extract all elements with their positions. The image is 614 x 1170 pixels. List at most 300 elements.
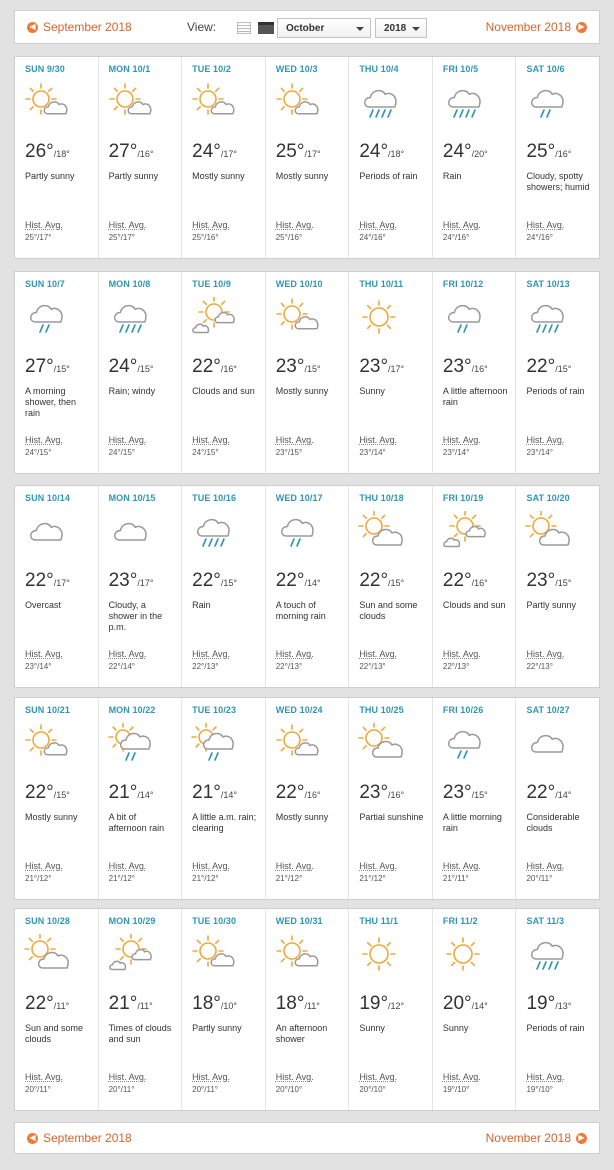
hist-avg-value: 20°/10° (359, 1085, 386, 1094)
day-header: FRI 10/26 (442, 705, 484, 715)
day-cell[interactable] (182, 57, 266, 258)
temperature (109, 570, 154, 592)
temperature (192, 782, 237, 804)
forecast-phrase: A bit of afternoon rain (108, 812, 165, 833)
hist-avg-label[interactable]: Hist. Avg. (192, 649, 231, 659)
forecast-phrase: Partial sunshine (359, 812, 424, 822)
week-row (14, 697, 600, 900)
forecast-phrase: Rain (192, 600, 211, 610)
forecast-phrase: Overcast (25, 600, 62, 610)
hist-avg-value: 20°/11° (192, 1085, 218, 1094)
forecast-phrase: Clouds and sun (192, 386, 255, 396)
low-temp: /11° (304, 1001, 320, 1011)
high-temp: 23° (442, 782, 472, 803)
month-select-value: October (286, 22, 325, 34)
high-temp: 22° (25, 782, 54, 803)
temperature (192, 356, 237, 378)
forecast-phrase: Mostly sunny (275, 386, 329, 396)
day-header: MON 10/22 (108, 705, 156, 715)
hist-avg-value: 23°/15° (275, 448, 303, 457)
temperature (109, 141, 154, 163)
day-cell[interactable] (182, 698, 266, 899)
hist-avg-value: 25°/16° (275, 233, 303, 242)
hist-avg-value: 22°/13° (192, 662, 219, 671)
forecast-phrase: A little afternoon rain (442, 386, 508, 407)
temperature (25, 141, 70, 163)
sunny-icon (441, 934, 489, 974)
hist-avg-value: 24°/15° (108, 448, 135, 457)
sun-shower-icon (190, 723, 238, 763)
day-header: TUE 10/2 (192, 64, 231, 74)
day-header: THU 11/1 (359, 916, 399, 926)
low-temp: /16° (388, 790, 405, 800)
arrow-left-icon: ◀ (27, 1133, 38, 1144)
high-temp: 23° (359, 782, 389, 803)
hist-avg-value: 19°/10° (526, 1085, 553, 1094)
rain-icon (190, 511, 238, 551)
day-cell[interactable] (15, 698, 99, 899)
month-select[interactable] (277, 18, 371, 38)
day-cell[interactable] (182, 486, 266, 687)
low-temp: /10° (220, 1001, 238, 1011)
showers-icon (23, 297, 71, 337)
partly-sunny-icon (107, 82, 155, 122)
day-cell[interactable] (516, 486, 599, 687)
month-nav-bottom (14, 1122, 600, 1154)
low-temp: /20° (471, 149, 488, 159)
low-temp: /14° (304, 578, 321, 588)
day-cell[interactable] (99, 57, 183, 258)
day-header: TUE 10/9 (192, 279, 231, 289)
high-temp: 24° (192, 141, 221, 162)
next-month-label: November 2018 (485, 20, 571, 34)
day-cell[interactable] (182, 909, 266, 1110)
day-cell[interactable] (516, 57, 599, 258)
day-cell[interactable] (433, 909, 517, 1110)
hist-avg-label[interactable]: Hist. Avg. (526, 1072, 565, 1082)
high-temp: 21° (192, 782, 221, 803)
hist-avg-value: 20°/11° (25, 1085, 51, 1094)
high-temp: 21° (108, 782, 138, 803)
day-header: MON 10/29 (108, 916, 156, 926)
mostly-cloudy-icon (357, 511, 405, 551)
low-temp: /14° (471, 1001, 488, 1011)
temperature (526, 141, 571, 163)
week-row (14, 271, 600, 474)
hist-avg-label[interactable]: Hist. Avg. (192, 220, 231, 230)
low-temp: /17° (304, 149, 321, 159)
temperature (192, 570, 237, 592)
day-header: WED 10/24 (275, 705, 323, 715)
hist-avg-value: 20°/11° (108, 1085, 135, 1094)
year-select[interactable] (375, 18, 427, 38)
hist-avg-label[interactable]: Hist. Avg. (275, 1072, 314, 1082)
hist-avg-label[interactable]: Hist. Avg. (108, 861, 147, 871)
forecast-phrase: A morning shower, then rain (25, 386, 77, 418)
temperature (25, 782, 70, 804)
temperature (359, 141, 404, 163)
day-header: WED 10/3 (275, 64, 318, 74)
forecast-phrase: Rain (442, 171, 462, 181)
high-temp: 22° (526, 356, 556, 377)
temperature (276, 782, 321, 804)
day-cell[interactable] (349, 698, 433, 899)
temperature (25, 993, 69, 1015)
day-cell[interactable] (349, 57, 433, 258)
cloudy-icon (23, 511, 71, 551)
day-header: THU 10/4 (359, 64, 399, 74)
hist-avg-label[interactable]: Hist. Avg. (275, 220, 314, 230)
hist-avg-label[interactable]: Hist. Avg. (25, 861, 63, 871)
hist-avg-label[interactable]: Hist. Avg. (442, 649, 481, 659)
temperature (276, 141, 321, 163)
hist-avg-label[interactable]: Hist. Avg. (442, 435, 481, 445)
hist-avg-label[interactable]: Hist. Avg. (108, 220, 147, 230)
hist-avg-label[interactable]: Hist. Avg. (526, 649, 565, 659)
day-header: SAT 10/13 (526, 279, 570, 289)
high-temp: 19° (359, 993, 389, 1014)
day-header: SUN 10/28 (25, 916, 70, 926)
temperature (25, 356, 70, 378)
partly-sunny-icon (23, 82, 71, 122)
hist-avg-label[interactable]: Hist. Avg. (442, 1072, 481, 1082)
hist-avg-label[interactable]: Hist. Avg. (526, 861, 565, 871)
showers-icon (274, 511, 322, 551)
day-header: SUN 10/14 (25, 493, 70, 503)
forecast-phrase: Rain; windy (108, 386, 156, 396)
low-temp: /15° (471, 790, 488, 800)
hist-avg-label[interactable]: Hist. Avg. (442, 861, 481, 871)
forecast-phrase: Mostly sunny (25, 812, 78, 822)
hist-avg-label[interactable]: Hist. Avg. (25, 220, 63, 230)
high-temp: 26° (25, 141, 54, 162)
temperature (276, 993, 320, 1015)
low-temp: /15° (137, 364, 154, 374)
rain-icon (441, 82, 489, 122)
mostly-cloudy-icon (524, 511, 572, 551)
hist-avg-value: 25°/17° (108, 233, 135, 242)
high-temp: 23° (108, 570, 138, 591)
forecast-phrase: A touch of morning rain (275, 600, 326, 621)
forecast-phrase: Periods of rain (526, 386, 585, 396)
high-temp: 23° (359, 356, 389, 377)
day-header: SUN 10/21 (25, 705, 70, 715)
low-temp: /16° (555, 149, 572, 159)
week-row (14, 908, 600, 1111)
chevron-down-icon (356, 27, 364, 31)
temperature (443, 356, 488, 378)
clouds-and-sun-icon (107, 934, 155, 974)
hist-avg-value: 24°/15° (25, 448, 52, 457)
high-temp: 22° (275, 570, 305, 591)
day-header: FRI 10/12 (442, 279, 484, 289)
day-header: FRI 11/2 (442, 916, 478, 926)
rain-icon (524, 934, 572, 974)
next-month-link[interactable] (486, 1123, 587, 1153)
day-header: THU 10/11 (359, 279, 404, 289)
hist-avg-value: 20°/10° (275, 1085, 303, 1094)
hist-avg-value: 22°/13° (359, 662, 386, 671)
low-temp: /15° (555, 364, 572, 374)
low-temp: /12° (388, 1001, 405, 1011)
day-cell[interactable] (99, 698, 183, 899)
low-temp: /18° (388, 149, 405, 159)
showers-icon (441, 723, 489, 763)
hist-avg-value: 24°/16° (526, 233, 553, 242)
day-cell[interactable] (266, 698, 350, 899)
day-cell[interactable] (182, 272, 266, 473)
week-row (14, 485, 600, 688)
calendar-view-icon[interactable] (258, 22, 274, 34)
low-temp: /15° (304, 364, 321, 374)
sun-shower-icon (107, 723, 155, 763)
partly-sunny-icon (274, 723, 322, 763)
arrow-right-icon: ▶ (576, 22, 587, 33)
hist-avg-label[interactable]: Hist. Avg. (108, 1072, 147, 1082)
day-header: MON 10/8 (108, 279, 151, 289)
forecast-phrase: Partly sunny (25, 171, 75, 181)
day-header: SAT 10/6 (526, 64, 565, 74)
cloudy-icon (107, 511, 155, 551)
hist-avg-label[interactable]: Hist. Avg. (108, 435, 147, 445)
forecast-phrase: Mostly sunny (275, 171, 329, 181)
day-cell[interactable] (433, 486, 517, 687)
next-month-label: November 2018 (485, 1131, 571, 1145)
forecast-phrase: Sun and some clouds (25, 1023, 84, 1044)
day-cell[interactable] (15, 486, 99, 687)
hist-avg-label[interactable]: Hist. Avg. (192, 861, 231, 871)
day-cell[interactable] (516, 698, 599, 899)
day-header: FRI 10/5 (442, 64, 479, 74)
day-cell[interactable] (349, 909, 433, 1110)
temperature (526, 570, 571, 592)
low-temp: /15° (53, 790, 70, 800)
low-temp: /16° (137, 149, 154, 159)
day-cell[interactable] (349, 486, 433, 687)
forecast-phrase: Partly sunny (526, 600, 576, 610)
day-header: WED 10/17 (275, 493, 323, 503)
prev-month-label: September 2018 (43, 20, 132, 34)
temperature (443, 141, 488, 163)
week-row (14, 56, 600, 259)
day-header: THU 10/18 (359, 493, 404, 503)
day-header: MON 10/15 (108, 493, 156, 503)
hist-avg-value: 21°/12° (192, 874, 219, 883)
mostly-cloudy-icon (357, 723, 405, 763)
high-temp: 22° (192, 570, 221, 591)
forecast-phrase: Times of clouds and sun (108, 1023, 172, 1044)
partly-sunny-icon (274, 82, 322, 122)
temperature (443, 993, 488, 1015)
temperature (109, 782, 154, 804)
hist-avg-label[interactable]: Hist. Avg. (359, 649, 398, 659)
forecast-phrase: Sun and some clouds (359, 600, 418, 621)
day-cell[interactable] (99, 272, 183, 473)
hist-avg-value: 25°/16° (192, 233, 219, 242)
temperature (359, 782, 404, 804)
hist-avg-value: 24°/15° (192, 448, 219, 457)
forecast-phrase: A little morning rain (442, 812, 502, 833)
temperature (359, 570, 404, 592)
hist-avg-value: 21°/12° (25, 874, 52, 883)
high-temp: 25° (275, 141, 305, 162)
day-cell[interactable] (349, 272, 433, 473)
day-cell[interactable] (99, 909, 183, 1110)
day-header: TUE 10/30 (192, 916, 237, 926)
forecast-phrase: Periods of rain (359, 171, 418, 181)
chevron-down-icon (412, 27, 420, 31)
low-temp: /17° (53, 578, 70, 588)
high-temp: 21° (108, 993, 138, 1014)
temperature (443, 782, 488, 804)
year-select-value: 2018 (384, 22, 407, 34)
day-header: WED 10/31 (275, 916, 323, 926)
high-temp: 18° (275, 993, 305, 1014)
hist-avg-label[interactable]: Hist. Avg. (359, 220, 398, 230)
forecast-phrase: Cloudy, spotty showers; humid (526, 171, 590, 192)
hist-avg-label[interactable]: Hist. Avg. (25, 1072, 63, 1082)
partly-sunny-icon (274, 934, 322, 974)
hist-avg-label[interactable]: Hist. Avg. (526, 435, 565, 445)
view-label: View: (187, 20, 217, 34)
hist-avg-value: 24°/16° (359, 233, 386, 242)
low-temp: /15° (53, 364, 70, 374)
day-header: FRI 10/19 (442, 493, 484, 503)
hist-avg-label[interactable]: Hist. Avg. (192, 1072, 231, 1082)
day-cell[interactable] (433, 272, 517, 473)
temperature (359, 356, 404, 378)
low-temp: /16° (304, 790, 321, 800)
forecast-phrase: Cloudy, a shower in the p.m. (108, 600, 163, 632)
day-header: SAT 10/20 (526, 493, 570, 503)
hist-avg-label[interactable]: Hist. Avg. (359, 1072, 398, 1082)
next-month-link[interactable] (486, 11, 587, 43)
day-cell[interactable] (516, 272, 599, 473)
hist-avg-label[interactable]: Hist. Avg. (275, 861, 314, 871)
forecast-phrase: A little a.m. rain; clearing (192, 812, 257, 833)
day-cell[interactable] (15, 909, 99, 1110)
day-header: SAT 10/27 (526, 705, 570, 715)
partly-sunny-icon (274, 297, 322, 337)
hist-avg-value: 22°/14° (108, 662, 135, 671)
temperature (526, 782, 571, 804)
low-temp: /15° (555, 578, 572, 588)
day-cell[interactable] (99, 486, 183, 687)
day-cell[interactable] (516, 909, 599, 1110)
prev-month-label: September 2018 (43, 1131, 132, 1145)
day-header: SUN 9/30 (25, 64, 65, 74)
month-nav-top (14, 10, 600, 44)
hist-avg-value: 19°/10° (442, 1085, 470, 1094)
high-temp: 19° (526, 993, 556, 1014)
prev-month-link[interactable] (27, 11, 132, 43)
sunny-icon (357, 934, 405, 974)
hist-avg-label[interactable]: Hist. Avg. (108, 649, 147, 659)
hist-avg-label[interactable]: Hist. Avg. (359, 861, 398, 871)
day-cell[interactable] (266, 57, 350, 258)
forecast-phrase: Considerable clouds (526, 812, 580, 833)
rain-icon (357, 82, 405, 122)
partly-sunny-icon (23, 723, 71, 763)
rain-icon (524, 297, 572, 337)
day-cell[interactable] (266, 486, 350, 687)
day-header: TUE 10/23 (192, 705, 237, 715)
day-header: WED 10/10 (275, 279, 323, 289)
high-temp: 23° (442, 356, 472, 377)
day-cell[interactable] (266, 909, 350, 1110)
high-temp: 20° (442, 993, 472, 1014)
temperature (109, 993, 153, 1015)
high-temp: 22° (442, 570, 472, 591)
day-cell[interactable] (433, 698, 517, 899)
low-temp: /17° (388, 364, 405, 374)
temperature (109, 356, 154, 378)
day-cell[interactable] (15, 272, 99, 473)
low-temp: /11° (137, 1001, 153, 1011)
low-temp: /15° (220, 578, 238, 588)
hist-avg-label[interactable]: Hist. Avg. (25, 649, 63, 659)
cloudy-icon (524, 723, 572, 763)
hist-avg-label[interactable]: Hist. Avg. (442, 220, 481, 230)
forecast-phrase: Clouds and sun (442, 600, 506, 610)
temperature (192, 993, 237, 1015)
high-temp: 23° (275, 356, 305, 377)
low-temp: /13° (555, 1001, 572, 1011)
day-header: SUN 10/7 (25, 279, 65, 289)
day-cell[interactable] (433, 57, 517, 258)
hist-avg-label[interactable]: Hist. Avg. (25, 435, 63, 445)
low-temp: /15° (388, 578, 405, 588)
day-cell[interactable] (266, 272, 350, 473)
hist-avg-label[interactable]: Hist. Avg. (526, 220, 565, 230)
temperature (276, 570, 321, 592)
temperature (276, 356, 321, 378)
hist-avg-value: 25°/17° (25, 233, 52, 242)
day-cell[interactable] (15, 57, 99, 258)
forecast-phrase: Partly sunny (108, 171, 159, 181)
day-header: MON 10/1 (108, 64, 151, 74)
hist-avg-value: 23°/14° (359, 448, 386, 457)
temperature (443, 570, 488, 592)
hist-avg-value: 23°/14° (442, 448, 470, 457)
forecast-phrase: Mostly sunny (192, 171, 245, 181)
sunny-icon (357, 297, 405, 337)
forecast-phrase: Mostly sunny (275, 812, 329, 822)
high-temp: 23° (526, 570, 556, 591)
high-temp: 25° (526, 141, 556, 162)
forecast-phrase: Sunny (442, 1023, 469, 1033)
hist-avg-label[interactable]: Hist. Avg. (275, 649, 314, 659)
partly-sunny-icon (190, 82, 238, 122)
hist-avg-label[interactable]: Hist. Avg. (192, 435, 231, 445)
high-temp: 27° (108, 141, 138, 162)
low-temp: /14° (220, 790, 238, 800)
prev-month-link[interactable] (27, 1123, 132, 1153)
low-temp: /18° (53, 149, 70, 159)
arrow-left-icon: ◀ (27, 22, 38, 33)
high-temp: 24° (359, 141, 389, 162)
showers-icon (524, 82, 572, 122)
low-temp: /14° (137, 790, 154, 800)
list-view-icon[interactable] (237, 22, 251, 34)
hist-avg-label[interactable]: Hist. Avg. (275, 435, 314, 445)
hist-avg-label[interactable]: Hist. Avg. (359, 435, 398, 445)
high-temp: 27° (25, 356, 54, 377)
rain-icon (107, 297, 155, 337)
high-temp: 22° (25, 570, 54, 591)
hist-avg-value: 21°/12° (108, 874, 135, 883)
low-temp: /16° (471, 364, 488, 374)
